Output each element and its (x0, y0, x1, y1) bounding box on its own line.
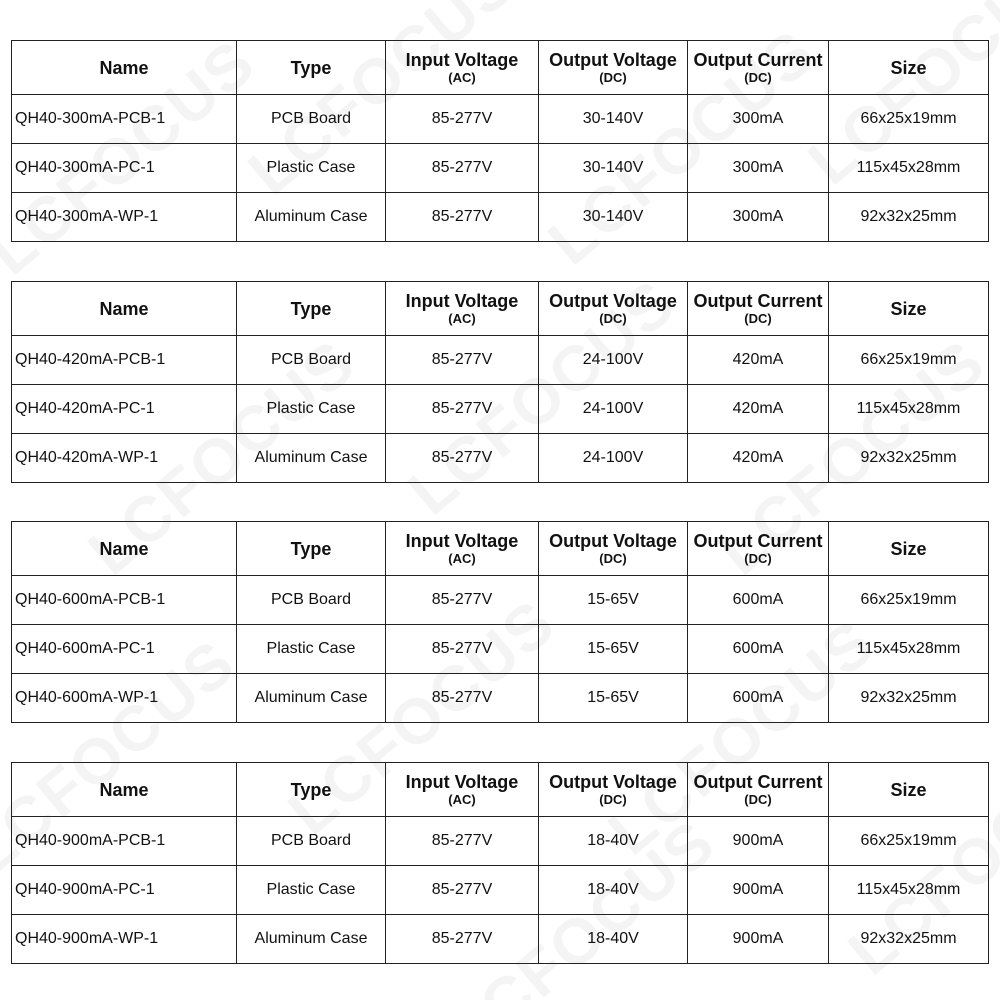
cell-size: 115x45x28mm (829, 625, 989, 674)
cell-name: QH40-900mA-PC-1 (12, 866, 237, 915)
table-row (12, 915, 989, 964)
cell-output-current: 600mA (688, 576, 829, 625)
cell-size: 92x32x25mm (829, 674, 989, 723)
cell-output-current: 900mA (688, 866, 829, 915)
cell-size: 92x32x25mm (829, 915, 989, 964)
cell-type: PCB Board (237, 817, 386, 866)
cell-type: PCB Board (237, 336, 386, 385)
cell-input-voltage: 85-277V (386, 193, 539, 242)
table-row (12, 144, 989, 193)
cell-size: 92x32x25mm (829, 434, 989, 483)
cell-output-current: 600mA (688, 625, 829, 674)
cell-size: 115x45x28mm (829, 385, 989, 434)
cell-size: 115x45x28mm (829, 144, 989, 193)
cell-output-current: 600mA (688, 674, 829, 723)
cell-name: QH40-600mA-PC-1 (12, 625, 237, 674)
cell-name: QH40-420mA-PC-1 (12, 385, 237, 434)
header-name: Name (12, 282, 237, 336)
table-row (12, 866, 989, 915)
header-output-current: Output Current (DC) (688, 522, 829, 576)
cell-type: Aluminum Case (237, 434, 386, 483)
cell-type: PCB Board (237, 95, 386, 144)
cell-name: QH40-300mA-WP-1 (12, 193, 237, 242)
header-input-voltage: Input Voltage (AC) (386, 763, 539, 817)
cell-output-voltage: 24-100V (539, 434, 688, 483)
table-row (12, 95, 989, 144)
cell-type: Aluminum Case (237, 915, 386, 964)
cell-type: Plastic Case (237, 385, 386, 434)
cell-input-voltage: 85-277V (386, 385, 539, 434)
header-input-voltage: Input Voltage (AC) (386, 282, 539, 336)
cell-input-voltage: 85-277V (386, 576, 539, 625)
cell-input-voltage: 85-277V (386, 144, 539, 193)
cell-output-current: 420mA (688, 336, 829, 385)
cell-name: QH40-420mA-PCB-1 (12, 336, 237, 385)
header-name: Name (12, 522, 237, 576)
cell-name: QH40-600mA-WP-1 (12, 674, 237, 723)
header-output-current: Output Current (DC) (688, 763, 829, 817)
cell-name: QH40-300mA-PCB-1 (12, 95, 237, 144)
cell-size: 66x25x19mm (829, 817, 989, 866)
cell-output-voltage: 15-65V (539, 576, 688, 625)
table-row (12, 336, 989, 385)
header-output-voltage: Output Voltage (DC) (539, 522, 688, 576)
header-output-voltage: Output Voltage (DC) (539, 282, 688, 336)
cell-output-current: 300mA (688, 144, 829, 193)
cell-type: Aluminum Case (237, 193, 386, 242)
spec-table-3 (11, 521, 989, 723)
table-row (12, 434, 989, 483)
cell-size: 66x25x19mm (829, 95, 989, 144)
cell-output-current: 900mA (688, 915, 829, 964)
cell-output-current: 300mA (688, 193, 829, 242)
header-row (12, 522, 989, 576)
spec-table-2 (11, 281, 989, 483)
header-row (12, 763, 989, 817)
header-size: Size (829, 522, 989, 576)
cell-input-voltage: 85-277V (386, 95, 539, 144)
cell-output-voltage: 24-100V (539, 336, 688, 385)
cell-output-current: 900mA (688, 817, 829, 866)
cell-output-voltage: 24-100V (539, 385, 688, 434)
header-type: Type (237, 763, 386, 817)
header-name: Name (12, 763, 237, 817)
header-input-voltage: Input Voltage (AC) (386, 41, 539, 95)
cell-output-voltage: 18-40V (539, 915, 688, 964)
cell-output-current: 420mA (688, 385, 829, 434)
table-row (12, 625, 989, 674)
cell-type: Plastic Case (237, 144, 386, 193)
header-output-voltage: Output Voltage (DC) (539, 41, 688, 95)
cell-input-voltage: 85-277V (386, 434, 539, 483)
cell-type: Aluminum Case (237, 674, 386, 723)
cell-size: 66x25x19mm (829, 336, 989, 385)
cell-input-voltage: 85-277V (386, 674, 539, 723)
cell-output-voltage: 30-140V (539, 95, 688, 144)
cell-input-voltage: 85-277V (386, 866, 539, 915)
cell-output-current: 420mA (688, 434, 829, 483)
spec-table-1 (11, 40, 989, 242)
cell-name: QH40-900mA-WP-1 (12, 915, 237, 964)
header-input-voltage: Input Voltage (AC) (386, 522, 539, 576)
spec-table-4 (11, 762, 989, 964)
cell-name: QH40-300mA-PC-1 (12, 144, 237, 193)
header-size: Size (829, 282, 989, 336)
cell-name: QH40-420mA-WP-1 (12, 434, 237, 483)
header-output-current: Output Current (DC) (688, 282, 829, 336)
header-type: Type (237, 522, 386, 576)
cell-input-voltage: 85-277V (386, 817, 539, 866)
cell-input-voltage: 85-277V (386, 915, 539, 964)
table-row (12, 193, 989, 242)
header-type: Type (237, 282, 386, 336)
header-output-voltage: Output Voltage (DC) (539, 763, 688, 817)
cell-output-voltage: 15-65V (539, 625, 688, 674)
cell-output-voltage: 30-140V (539, 144, 688, 193)
cell-size: 115x45x28mm (829, 866, 989, 915)
header-size: Size (829, 41, 989, 95)
header-row (12, 41, 989, 95)
cell-output-voltage: 30-140V (539, 193, 688, 242)
cell-output-current: 300mA (688, 95, 829, 144)
cell-input-voltage: 85-277V (386, 625, 539, 674)
cell-type: PCB Board (237, 576, 386, 625)
table-row (12, 674, 989, 723)
table-row (12, 576, 989, 625)
cell-type: Plastic Case (237, 866, 386, 915)
header-type: Type (237, 41, 386, 95)
header-size: Size (829, 763, 989, 817)
cell-output-voltage: 18-40V (539, 817, 688, 866)
header-name: Name (12, 41, 237, 95)
cell-input-voltage: 85-277V (386, 336, 539, 385)
cell-name: QH40-600mA-PCB-1 (12, 576, 237, 625)
cell-output-voltage: 18-40V (539, 866, 688, 915)
cell-type: Plastic Case (237, 625, 386, 674)
cell-name: QH40-900mA-PCB-1 (12, 817, 237, 866)
cell-size: 92x32x25mm (829, 193, 989, 242)
header-output-current: Output Current (DC) (688, 41, 829, 95)
cell-size: 66x25x19mm (829, 576, 989, 625)
cell-output-voltage: 15-65V (539, 674, 688, 723)
table-row (12, 385, 989, 434)
header-row (12, 282, 989, 336)
table-row (12, 817, 989, 866)
